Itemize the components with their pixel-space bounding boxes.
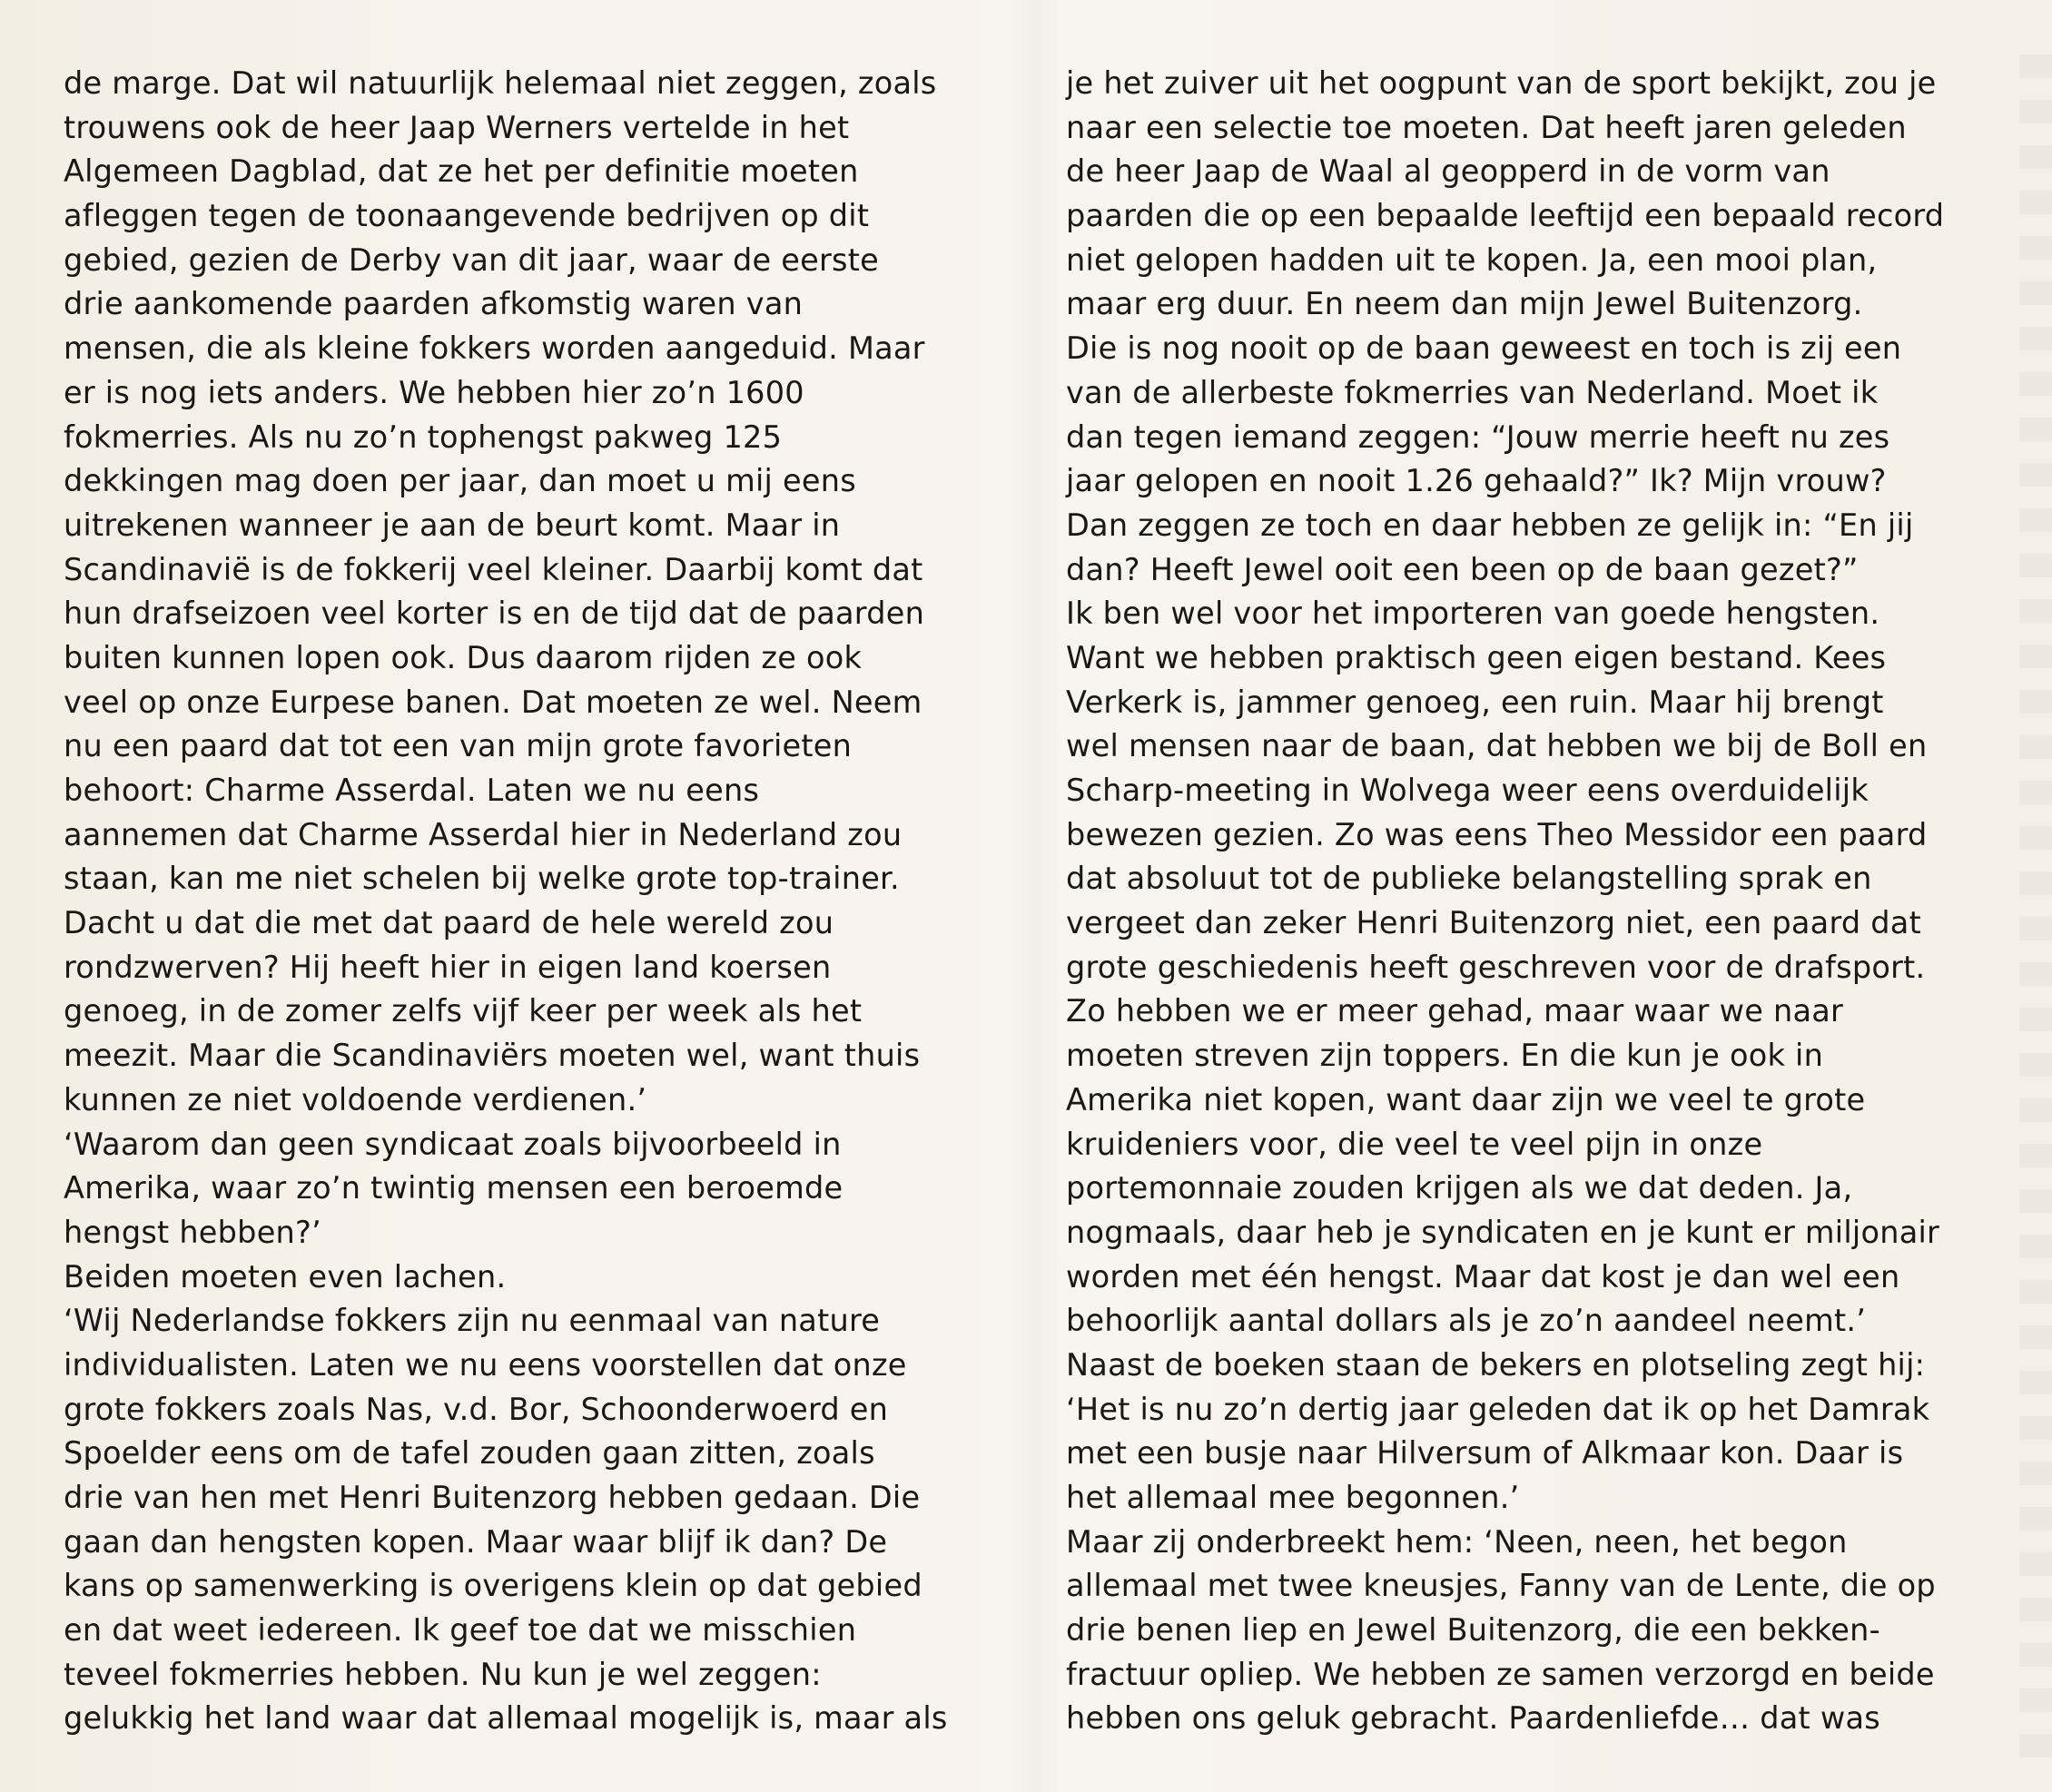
- text-line: Maar zij onderbreekt hem: ‘Neen, neen, het begon: [1066, 1523, 1848, 1560]
- text-line: naar een selectie toe moeten. Dat heeft jaren geleden: [1066, 109, 1907, 145]
- text-line: er is nog iets anders. We hebben hier zo’n 1600: [64, 374, 804, 410]
- text-line: Ik ben wel voor het importeren van goede hengsten.: [1066, 596, 1880, 632]
- text-line: wel mensen naar de baan, dat hebben we bij de Boll en: [1066, 728, 1928, 764]
- text-line: behoort: Charme Asserdal. Laten we nu eens: [64, 773, 760, 808]
- text-line: met een busje naar Hilversum of Alkmaar kon. Daar is: [1066, 1435, 1904, 1472]
- right-text-column: [1066, 62, 2019, 1741]
- text-line: ‘Waarom dan geen syndicaat zoals bijvoorbeeld in: [64, 1126, 842, 1162]
- text-line: Amerika niet kopen, want daar zijn we veel te grote: [1066, 1081, 1866, 1118]
- text-line: gaan dan hengsten kopen. Maar waar blijf ik dan? De: [64, 1523, 888, 1560]
- text-line: Naast de boeken staan de bekers en plotseling zegt hij:: [1066, 1346, 1926, 1383]
- text-line: bewezen gezien. Zo was eens Theo Messidor een paard: [1066, 816, 1928, 852]
- text-line: gelukkig het land waar dat allemaal mogelijk is, maar als: [64, 1700, 948, 1737]
- text-line: drie van hen met Henri Buitenzorg hebben gedaan. Die: [64, 1480, 921, 1515]
- text-line: dan tegen iemand zeggen: “Jouw merrie heeft nu zes: [1066, 418, 1890, 455]
- text-line: de marge. Dat wil natuurlijk helemaal niet zeggen, zoals: [64, 65, 937, 101]
- text-line: staan, kan me niet schelen bij welke grote top-trainer.: [64, 861, 900, 897]
- text-line: moeten streven zijn toppers. En die kun je ook in: [1066, 1038, 1824, 1074]
- text-line: Spoelder eens om de tafel zouden gaan zitten, zoals: [64, 1435, 875, 1472]
- text-line: hun drafseizoen veel korter is en de tijd dat de paarden: [64, 596, 925, 632]
- text-line: fractuur opliep. We hebben ze samen verzorgd en beide: [1066, 1656, 1935, 1692]
- text-line: drie aankomende paarden afkomstig waren van: [64, 286, 804, 322]
- text-line: kans op samenwerking is overigens klein op dat gebied: [64, 1568, 922, 1604]
- text-line: Zo hebben we er meer gehad, maar waar we naar: [1066, 993, 1844, 1029]
- text-line: Beiden moeten even lachen.: [64, 1258, 507, 1295]
- text-line: Scharp-meeting in Wolvega weer eens overduidelijk: [1066, 773, 1869, 808]
- text-line: je het zuiver uit het oogpunt van de sport bekijkt, zou je: [1066, 65, 1937, 101]
- text-line: individualisten. Laten we nu eens voorstellen dat onze: [64, 1346, 907, 1383]
- text-line: gebied, gezien de Derby van dit jaar, waar de eerste: [64, 241, 879, 278]
- text-line: afleggen tegen de toonaangevende bedrijven op dit: [64, 198, 870, 234]
- text-line: behoorlijk aantal dollars als je zo’n aandeel neemt.’: [1066, 1303, 1867, 1339]
- text-line: nu een paard dat tot een van mijn grote favorieten: [64, 728, 853, 764]
- text-line: Die is nog nooit op de baan geweest en toch is zij een: [1066, 330, 1902, 367]
- text-line: aannemen dat Charme Asserdal hier in Nederland zou: [64, 816, 903, 852]
- text-line: ‘Wij Nederlandse fokkers zijn nu eenmaal van nature: [64, 1303, 881, 1339]
- text-line: trouwens ook de heer Jaap Werners vertelde in het: [64, 109, 850, 145]
- text-line: de heer Jaap de Waal al geopperd in de vorm van: [1066, 153, 1830, 190]
- text-line: genoeg, in de zomer zelfs vijf keer per week als het: [64, 993, 863, 1029]
- text-line: Want we hebben praktisch geen eigen bestand. Kees: [1066, 639, 1887, 675]
- text-line: Dacht u dat die met dat paard de hele wereld zou: [64, 905, 834, 941]
- text-line: kunnen ze niet voldoende verdienen.’: [64, 1081, 647, 1118]
- left-text-column: [64, 62, 1017, 1741]
- text-line: buiten kunnen lopen ook. Dus daarom rijden ze ook: [64, 639, 863, 675]
- text-line: rondzwerven? Hij heeft hier in eigen land koersen: [64, 949, 832, 985]
- text-line: grote fokkers zoals Nas, v.d. Bor, Schoonderwoerd en: [64, 1391, 889, 1427]
- text-line: ‘Het is nu zo’n dertig jaar geleden dat ik op het Damrak: [1066, 1391, 1930, 1427]
- text-line: teveel fokmerries hebben. Nu kun je wel zeggen:: [64, 1656, 822, 1692]
- text-line: nogmaals, daar heb je syndicaten en je kunt er miljonair: [1066, 1214, 1940, 1250]
- text-line: fokmerries. Als nu zo’n tophengst pakweg 125: [64, 418, 783, 455]
- text-line: allemaal met twee kneusjes, Fanny van de Lente, die op: [1066, 1568, 1936, 1604]
- text-line: en dat weet iedereen. Ik geef toe dat we misschien: [64, 1612, 857, 1649]
- bleed-through-strip: [2019, 54, 2052, 1761]
- text-line: grote geschiedenis heeft geschreven voor de drafsport.: [1066, 949, 1926, 985]
- text-line: worden met één hengst. Maar dat kost je dan wel een: [1066, 1258, 1900, 1295]
- text-line: dekkingen mag doen per jaar, dan moet u mij eens: [64, 463, 856, 499]
- text-line: niet gelopen hadden uit te kopen. Ja, een mooi plan,: [1066, 241, 1878, 278]
- text-line: meezit. Maar die Scandinaviërs moeten wel, want thuis: [64, 1038, 921, 1074]
- text-line: het allemaal mee begonnen.’: [1066, 1480, 1520, 1515]
- text-line: vergeet dan zeker Henri Buitenzorg niet, een paard dat: [1066, 905, 1921, 941]
- text-line: maar erg duur. En neem dan mijn Jewel Buitenzorg.: [1066, 286, 1863, 322]
- text-line: kruideniers voor, die veel te veel pijn in onze: [1066, 1126, 1763, 1162]
- text-line: hengst hebben?’: [64, 1214, 321, 1250]
- text-line: veel op onze Eurpese banen. Dat moeten ze wel. Neem: [64, 684, 922, 720]
- text-line: Dan zeggen ze toch en daar hebben ze gelijk in: “En jij: [1066, 507, 1914, 543]
- text-line: Algemeen Dagblad, dat ze het per definitie moeten: [64, 153, 859, 190]
- text-line: dan? Heeft Jewel ooit een been op de baan gezet?”: [1066, 551, 1859, 587]
- text-line: jaar gelopen en nooit 1.26 gehaald?” Ik? Mijn vrouw?: [1066, 463, 1887, 499]
- text-line: Amerika, waar zo’n twintig mensen een beroemde: [64, 1170, 843, 1206]
- text-line: mensen, die als kleine fokkers worden aangeduid. Maar: [64, 330, 925, 367]
- text-line: drie benen liep en Jewel Buitenzorg, die een bekken-: [1066, 1612, 1880, 1649]
- text-line: Verkerk is, jammer genoeg, een ruin. Maar hij brengt: [1066, 684, 1884, 720]
- text-line: uitrekenen wanneer je aan de beurt komt. Maar in: [64, 507, 841, 543]
- text-line: Scandinavië is de fokkerij veel kleiner. Daarbij komt dat: [64, 551, 923, 587]
- text-line: dat absoluut tot de publieke belangstelling sprak en: [1066, 861, 1872, 897]
- text-line: paarden die op een bepaalde leeftijd een bepaald record: [1066, 198, 1945, 234]
- text-line: hebben ons geluk gebracht. Paardenliefde… dat was: [1066, 1700, 1880, 1737]
- text-line: van de allerbeste fokmerries van Nederland. Moet ik: [1066, 374, 1879, 410]
- text-line: portemonnaie zouden krijgen als we dat deden. Ja,: [1066, 1170, 1853, 1206]
